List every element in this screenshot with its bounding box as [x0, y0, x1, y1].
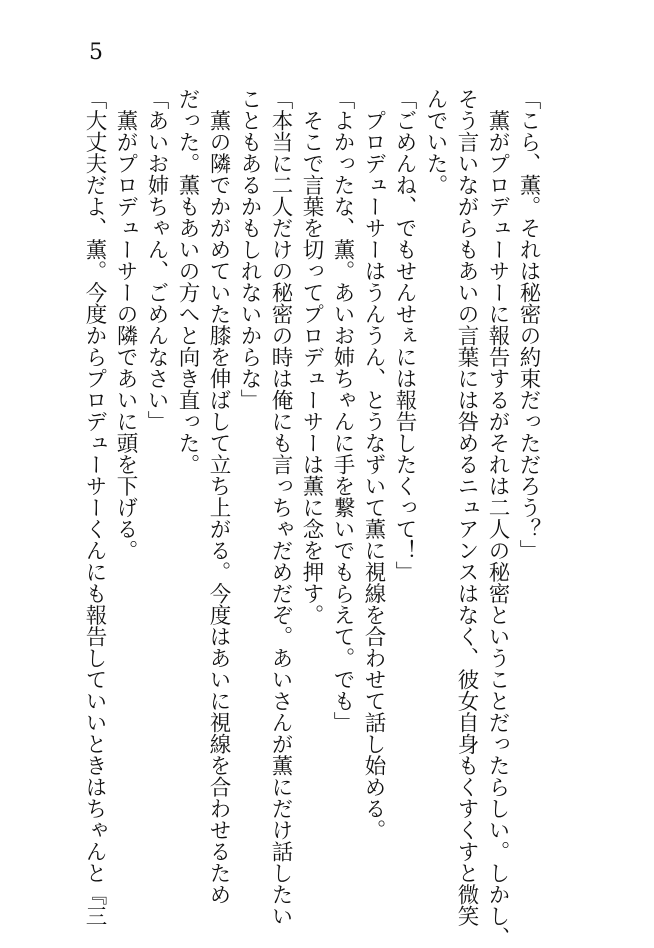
text-line: こともあるかもしれないからな」: [237, 88, 262, 411]
text-line: そう言いながらもあいの言葉には咎めるニュアンスはなく、彼女自身もくすくすと微笑: [454, 88, 479, 927]
text-line: プロデューサーはうんうん、とうなずいて薫に視線を合わせて話し始める。: [361, 88, 386, 841]
text-line: そこで言葉を切ってプロデューサーは薫に念を押す。: [299, 88, 324, 626]
page-number: 5: [89, 40, 103, 65]
text-line: だった。薫もあいの方へと向き直った。: [175, 88, 200, 475]
text-line: 「よかったな、薫。あいお姉ちゃんに手を繋いでもらえて。でも」: [330, 88, 355, 733]
text-line: 「ごめんね、でもせんせぇには報告したくって！」: [392, 88, 417, 583]
text-line: 「あいお姉ちゃん、ごめんなさい」: [144, 88, 169, 432]
text-line: 「本当に二人だけの秘密の時は俺にも言っちゃだめだぞ。あいさんが薫にだけ話したい: [268, 88, 293, 927]
novel-body-text: [79, 88, 544, 948]
text-line: 薫がプロデューサーに報告するがそれは二人の秘密ということだったらしい。しかし、: [485, 88, 510, 948]
text-line: 「大丈夫だよ、薫。今度からプロデューサーくんにも報告していいときはちゃんと『三: [82, 88, 107, 927]
text-line: 薫がプロデューサーの隣であいに頭を下げる。: [113, 88, 138, 561]
text-line: 「こら、薫。それは秘密の約束だっただろう？」: [516, 88, 541, 561]
text-line: 薫の隣でかがめていた膝を伸ばして立ち上がる。今度はあいに視線を合わせるため: [206, 88, 231, 905]
text-line: んでいた。: [423, 88, 448, 196]
